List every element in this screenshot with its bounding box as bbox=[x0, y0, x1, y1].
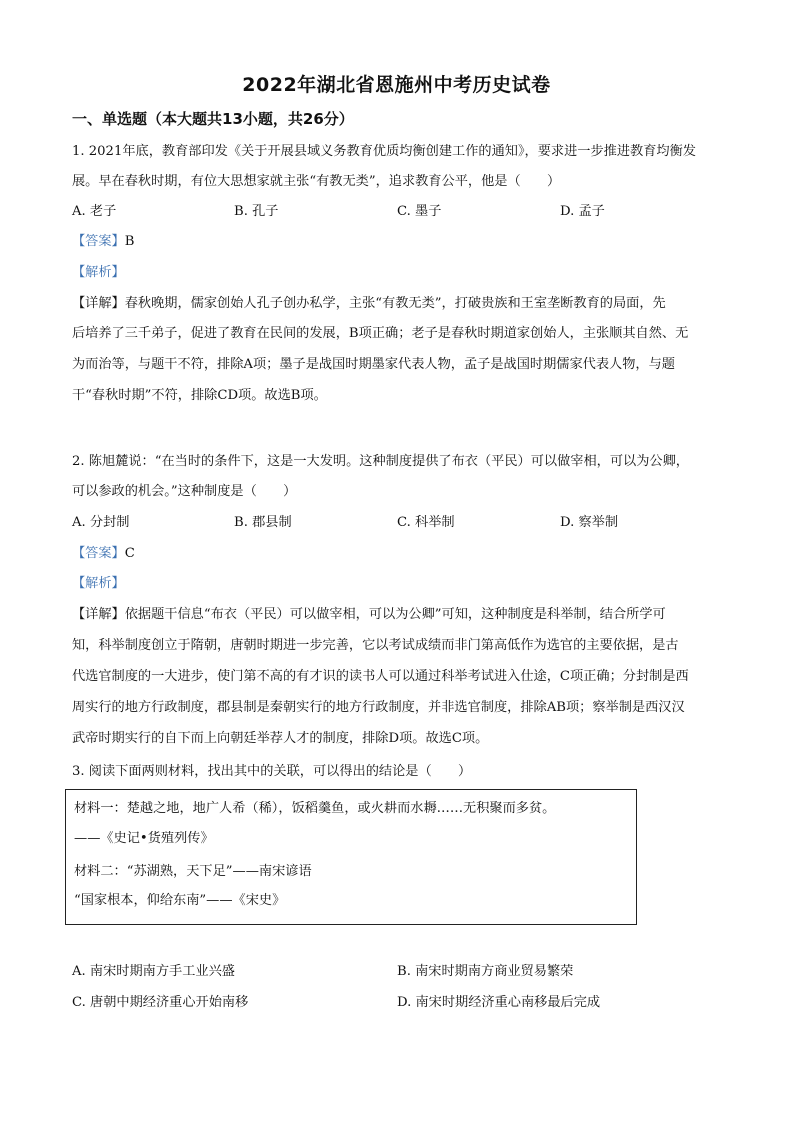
q2-analysis-label: 【解析】 bbox=[72, 576, 125, 591]
q2-option-c: C. 科举制 bbox=[397, 515, 455, 530]
q3-option-d: D. 南宋时期经济重心南移最后完成 bbox=[397, 995, 601, 1010]
detail-label: 【详解】 bbox=[72, 296, 125, 311]
q2-option-a: A. 分封制 bbox=[72, 515, 130, 530]
q2-answer-value: C bbox=[124, 546, 135, 561]
q2-option-b: B. 郡县制 bbox=[234, 515, 292, 530]
q3-material-line-4: “国家根本，仰给东南”——《宋史》 bbox=[74, 893, 286, 908]
page-title: 2022年湖北省恩施州中考历史试卷 bbox=[242, 74, 551, 96]
q3-material-line-2: ——《史记•货殖列传》 bbox=[74, 831, 214, 846]
q3-material-line-3: 材料二：“苏湖熟，天下足”——南宋谚语 bbox=[74, 864, 312, 879]
q1-analysis-label: 【解析】 bbox=[72, 265, 125, 280]
q1-detail-line-1 bbox=[72, 294, 724, 314]
q2-option-d: D. 察举制 bbox=[560, 515, 619, 530]
answer-label: 【答案】 bbox=[72, 546, 125, 561]
q1-detail-line-4: 干“春秋时期”不符，排除CD项。故选B项。 bbox=[72, 388, 327, 403]
q2-detail-line-3: 代选官制度的一大进步，使门第不高的有才识的读书人可以通过科举考试进入仕途，C项正确；分封制是西 bbox=[72, 669, 689, 684]
q2-stem-line-2: 可以参政的机会。”这种制度是（ ） bbox=[72, 484, 297, 499]
q3-option-b: B. 南宋时期南方商业贸易繁荣 bbox=[397, 964, 574, 979]
q2-detail-line-1 bbox=[72, 605, 724, 625]
q3-material-line-1: 材料一：楚越之地，地广人希（稀），饭稻羹鱼，或火耕而水耨……无积聚而多贫。 bbox=[74, 801, 556, 816]
q2-detail-line-4: 周实行的地方行政制度，郡县制是秦朝实行的地方行政制度，并非选官制度，排除AB项；察举制是西汉汉 bbox=[72, 700, 685, 715]
q1-answer bbox=[72, 232, 724, 252]
q3-stem-line-1: 3. 阅读下面两则材料，找出其中的关联，可以得出的结论是（ ） bbox=[72, 764, 472, 779]
q1-detail-line-2: 后培养了三千弟子，促进了教育在民间的发展，B项正确；老子是春秋时期道家创始人，主张顺其自然、无 bbox=[72, 326, 689, 341]
q2-detail-line-2: 知，科举制度创立于隋朝，唐朝时期进一步完善，它以考试成绩而非门第高低作为选官的主要依据，是古 bbox=[72, 638, 679, 653]
q1-detail-text-1: 春秋晚期，儒家创始人孔子创办私学，主张“有教无类”，打破贵族和王室垄断教育的局面，先 bbox=[124, 296, 666, 311]
q1-option-c: C. 墨子 bbox=[397, 204, 442, 219]
q1-option-d: D. 孟子 bbox=[560, 204, 605, 219]
q3-option-a: A. 南宋时期南方手工业兴盛 bbox=[72, 964, 235, 979]
q1-option-b: B. 孔子 bbox=[234, 204, 279, 219]
q1-answer-value: B bbox=[124, 234, 135, 249]
section-heading: 一、单选题（本大题共13小题，共26分） bbox=[72, 110, 354, 128]
q3-option-c: C. 唐朝中期经济重心开始南移 bbox=[72, 995, 249, 1010]
answer-label: 【答案】 bbox=[72, 234, 125, 249]
q1-stem-line-2: 展。早在春秋时期，有位大思想家就主张“有教无类”，追求教育公平，他是（ ） bbox=[72, 174, 561, 189]
q3-material-box bbox=[65, 789, 637, 925]
q2-stem-line-1: 2. 陈旭麓说：“在当时的条件下，这是一大发明。这种制度提供了布衣（平民）可以做宰相，可以为公卿， bbox=[72, 454, 689, 469]
detail-label: 【详解】 bbox=[72, 607, 125, 622]
q2-answer bbox=[72, 544, 724, 564]
q1-option-a: A. 老子 bbox=[72, 204, 117, 219]
q2-detail-line-5: 武帝时期实行的自下而上向朝廷举荐人才的制度，排除D项。故选C项。 bbox=[72, 731, 489, 746]
q1-detail-line-3: 为而治等，与题干不符，排除A项；墨子是战国时期墨家代表人物，孟子是战国时期儒家代表人物，与题 bbox=[72, 357, 675, 372]
q1-stem-line-1: 1. 2021年底，教育部印发《关于开展县域义务教育优质均衡创建工作的通知》，要求进一步推进教育均衡发 bbox=[72, 144, 696, 159]
q2-detail-text-1: 依据题干信息“布衣（平民）可以做宰相，可以为公卿”可知，这种制度是科举制，结合所学可 bbox=[124, 607, 666, 622]
